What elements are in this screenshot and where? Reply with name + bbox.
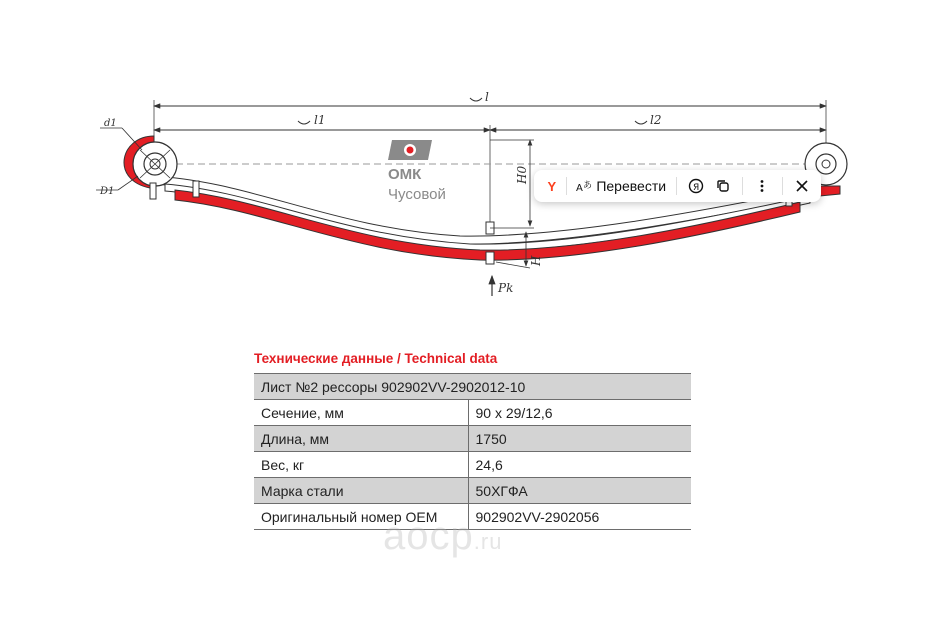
row-label: Сечение, мм bbox=[254, 400, 468, 426]
row-value: 1750 bbox=[468, 426, 691, 452]
svg-text:A: A bbox=[576, 183, 584, 194]
label-l1: l1 bbox=[314, 113, 326, 127]
row-label: Длина, мм bbox=[254, 426, 468, 452]
logo-name: ОМК bbox=[388, 166, 422, 183]
row-label: Оригинальный номер OEM bbox=[254, 504, 468, 530]
label-l2: l2 bbox=[650, 113, 662, 127]
row-value: 90 х 29/12,6 bbox=[468, 400, 691, 426]
label-l: l bbox=[485, 90, 489, 104]
popup-separator bbox=[676, 177, 677, 195]
omk-logo bbox=[388, 140, 446, 203]
row-value: 50ХГФА bbox=[468, 478, 691, 504]
close-icon[interactable] bbox=[792, 174, 811, 198]
table-row bbox=[254, 478, 691, 504]
popup-separator bbox=[782, 177, 783, 195]
table-header-cell: Лист №2 рессоры 902902VV-2902012-10 bbox=[254, 374, 691, 400]
translate-button-label: Перевести bbox=[596, 178, 667, 194]
popup-separator bbox=[742, 177, 743, 195]
translate-button[interactable] bbox=[572, 178, 670, 194]
row-label: Вес, кг bbox=[254, 452, 468, 478]
more-icon[interactable] bbox=[753, 174, 772, 198]
watermark-brand: aocp bbox=[383, 514, 474, 558]
table-header-row bbox=[254, 374, 691, 400]
table-row bbox=[254, 426, 691, 452]
table-row bbox=[254, 452, 691, 478]
row-label: Марка стали bbox=[254, 478, 468, 504]
label-d1: d1 bbox=[104, 118, 117, 129]
watermark bbox=[383, 514, 502, 559]
translate-popup bbox=[534, 170, 821, 202]
label-Pk: Pk bbox=[498, 281, 514, 295]
table-row bbox=[254, 400, 691, 426]
left-eye bbox=[133, 142, 177, 186]
row-value: 24,6 bbox=[468, 452, 691, 478]
yandex-search-icon[interactable] bbox=[687, 174, 706, 198]
dimension-arc-marks bbox=[298, 98, 647, 124]
tech-data-title: Технические данные / Technical data bbox=[254, 351, 498, 366]
translate-icon bbox=[576, 178, 592, 194]
label-H: H bbox=[529, 255, 543, 266]
tech-data-table bbox=[254, 373, 691, 530]
label-H0: H0 bbox=[515, 165, 529, 184]
popup-separator bbox=[566, 177, 567, 195]
yandex-browser-icon[interactable]: Y bbox=[547, 178, 557, 194]
watermark-tld: .ru bbox=[473, 529, 503, 554]
svg-text:あ: あ bbox=[583, 181, 593, 191]
svg-text:Я: Я bbox=[693, 183, 700, 193]
copy-icon[interactable] bbox=[714, 174, 733, 198]
row-value: 902902VV-2902056 bbox=[468, 504, 691, 530]
logo-city: Чусовой bbox=[388, 186, 446, 203]
label-D1: D1 bbox=[100, 186, 115, 197]
